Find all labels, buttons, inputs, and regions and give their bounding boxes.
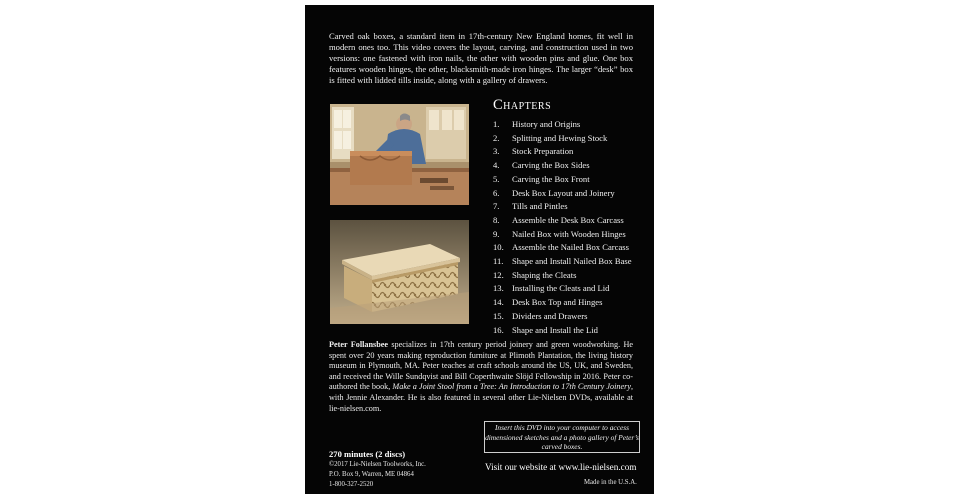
craftsman-carving-photo <box>330 104 469 205</box>
author-bio: Peter Follansbee specializes in 17th century period joinery and green woodworking. He spent over 20 years making reproduction furniture at Plimoth Plantation, the living history museum in Plymouth, MA. Peter teaches at craft schools around the US, UK, and Sweden, and received the Wille Sundqvist and Bill Coperthwaite Slöjd Fellowship in 2016. Peter co-authored the book, Make a Joint Stool from a Tree: An Introduction to 17th Century Joinery, with Jennie Alexander. He is also featured in several other Lie-Nielsen DVDs, available at lie-nielsen.com. <box>329 340 633 413</box>
carved-box-photo <box>330 220 469 324</box>
phone-text: 1-800-327-2520 <box>329 481 374 488</box>
chapter-item: 4. Carving the Box Sides <box>493 160 590 171</box>
chapter-item: 10. Assemble the Nailed Box Carcass <box>493 242 629 253</box>
chapter-item: 11. Shape and Install Nailed Box Base <box>493 256 632 267</box>
address-text: P.O. Box 9, Warren, ME 04864 <box>329 471 414 478</box>
runtime-text: 270 minutes (2 discs) <box>329 449 406 459</box>
book-title: Make a Joint Stool from a Tree: An Introduction to 17th Century Joinery <box>392 382 631 392</box>
made-in-text: Made in the U.S.A. <box>584 479 637 486</box>
chapters-heading: Chapters <box>493 97 552 113</box>
chapter-item: 9. Nailed Box with Wooden Hinges <box>493 228 626 239</box>
chapter-item: 5. Carving the Box Front <box>493 173 590 184</box>
copyright-text: ©2017 Lie-Nielsen Toolworks, Inc. <box>329 461 426 468</box>
intro-paragraph: Carved oak boxes, a standard item in 17th-century New England homes, fit well in modern ones too. This video covers the layout, carving, and construction used in two versions: one fastened with iron nails, the other with wooden pins and glue. One box features wooden hinges, the other, blacksmith-made iron hinges. The larger “desk” box is fitted with lidded tills inside, along with a gallery of drawers. <box>329 31 633 85</box>
chapters-list <box>493 118 632 337</box>
chapter-item: 3. Stock Preparation <box>493 146 574 157</box>
dvd-back-cover <box>305 5 654 494</box>
chapter-item: 7. Tills and Pintles <box>493 201 568 212</box>
chapter-item: 14. Desk Box Top and Hinges <box>493 297 603 308</box>
chapter-item: 2. Splitting and Hewing Stock <box>493 132 608 143</box>
chapter-item: 6. Desk Box Layout and Joinery <box>493 187 615 198</box>
chapter-item: 16. Shape and Install the Lid <box>493 324 598 335</box>
website-text: Visit our website at www.lie-nielsen.com <box>485 462 637 472</box>
author-name: Peter Follansbee <box>329 340 389 349</box>
chapter-item: 13. Installing the Cleats and Lid <box>493 283 610 294</box>
chapter-item: 12. Shaping the Cleats <box>493 269 577 280</box>
chapter-item: 15. Dividers and Drawers <box>493 310 588 321</box>
chapter-item: 8. Assemble the Desk Box Carcass <box>493 214 624 225</box>
dvd-content-note: Insert this DVD into your computer to access dimensioned sketches and a photo gallery of Peter’s carved boxes. <box>485 423 639 452</box>
chapter-item: 1. History and Origins <box>493 119 581 129</box>
